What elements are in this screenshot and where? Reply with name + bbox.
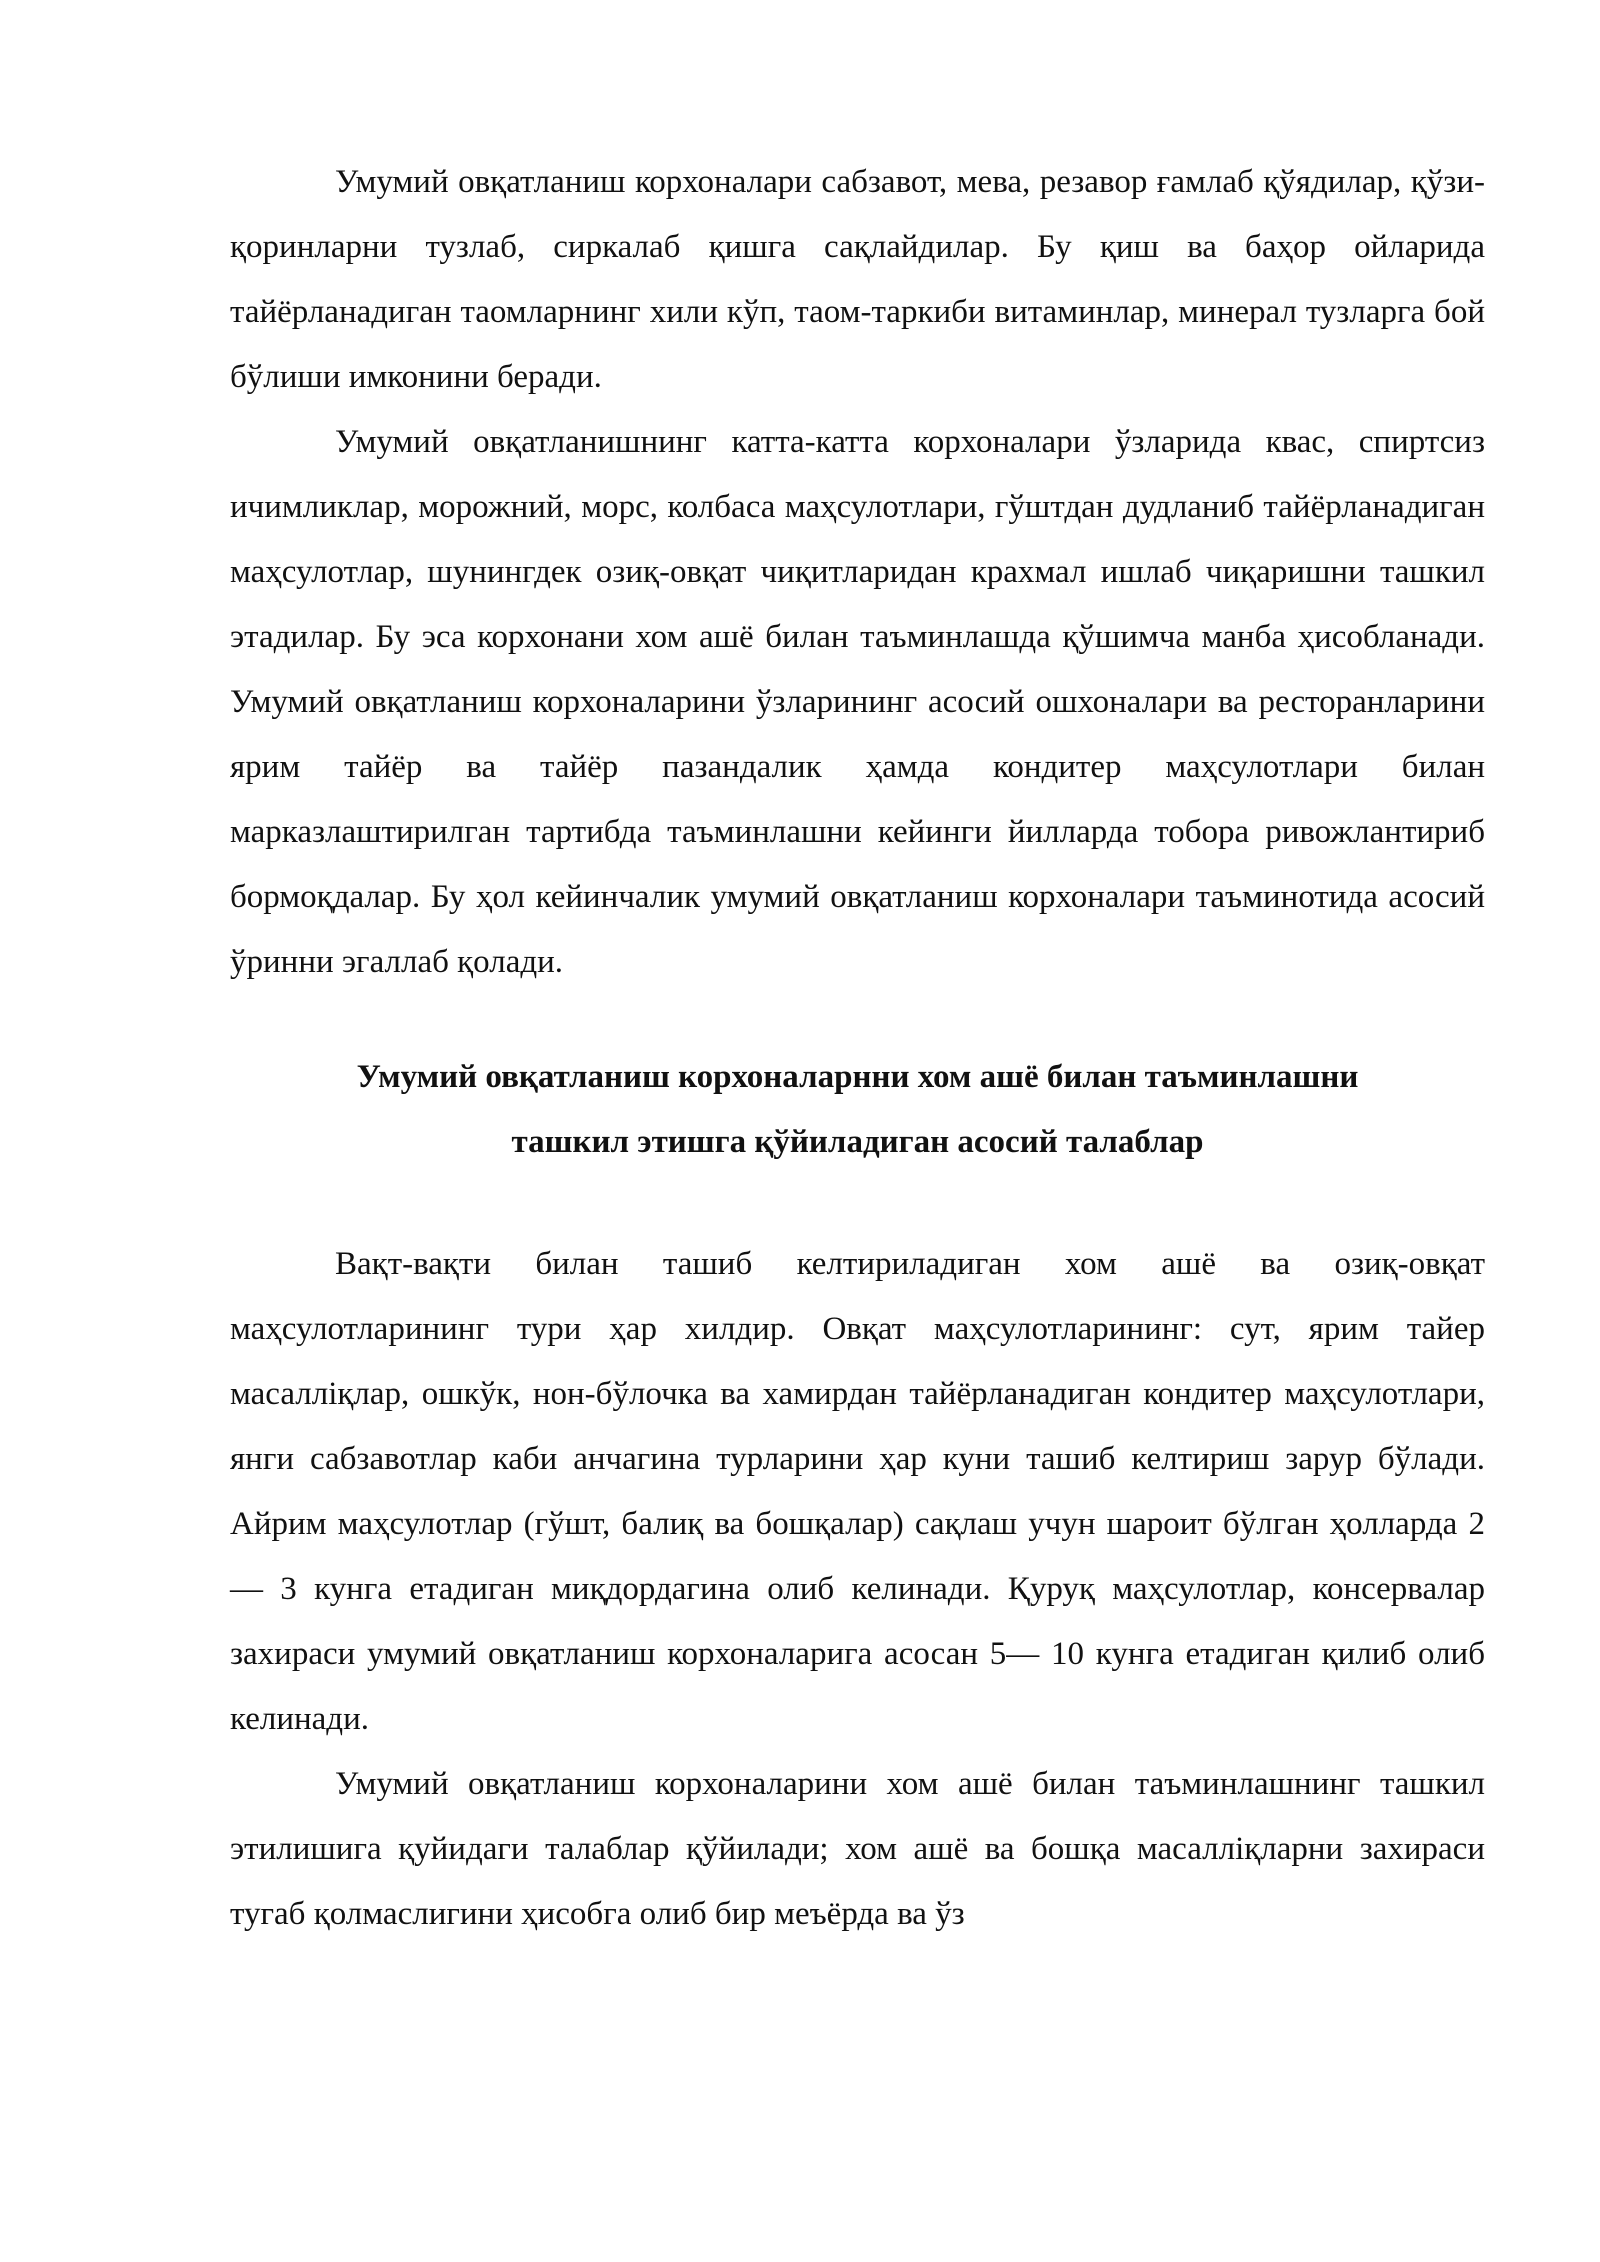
section-heading-line-2: ташкил этишга қўйиладиган асосий талаблар [511, 1124, 1204, 1160]
section-heading [230, 1045, 1485, 1175]
document-page [230, 150, 1485, 1947]
paragraph-production: Умумий овқатланишнинг катта-катта корхоналари ўзларида квас, спиртсиз ичимликлар, морожний, морс, колбаса маҳсулотлари, гўштдан дудланиб тайёрланадиган маҳсулотлар, шунингдек озиқ-овқат чиқитларидан крахмал ишлаб чиқаришни ташкил этадилар. Бу эса корхонани хом ашё билан таъминлашда қўшимча манба ҳисобланади. Умумий овқатланиш корхоналарини ўзларининг асосий ошхоналари ва ресторанларини ярим тайёр ва тайёр пазандалик ҳамда кондитер маҳсулотлари билан марказлаштирилган тартибда таъминлашни кейинги йилларда тобора ривожлантириб бормоқдалар. Бу ҳол кейинчалик умумий овқатланиш корхоналари таъминотида асосий ўринни эгаллаб қолади. [230, 424, 1485, 980]
paragraph-storage: Умумий овқатланиш корхоналари сабзавот, мева, резавор ғамлаб қўядилар, қўзи-қоринларни тузлаб, сиркалаб қишга сақлайдилар. Бу қиш ва баҳор ойларида тайёрланадиган таомларнинг хили кўп, таом-таркиби витаминлар, минерал тузларга бой бўлиши имконини беради. [230, 164, 1485, 395]
paragraph-requirements: Умумий овқатланиш корхоналарини хом ашё билан таъминлашнинг ташкил этилишига қуйидаги талаблар қўйилади; хом ашё ва бошқа масалліқларни захираси тугаб қолмаслигини ҳисобга олиб бир меъёрда ва ўз [230, 1766, 1485, 1932]
section-heading-line-1: Умумий овқатланиш корхоналарнни хом ашё билан таъминлашни [356, 1059, 1359, 1095]
spacer [230, 1175, 1485, 1232]
paragraph-delivery: Вақт-вақти билан ташиб келтириладиган хом ашё ва озиқ-овқат маҳсулотларининг тури ҳар хилдир. Овқат маҳсулотларининг: сут, ярим тайер масалліқлар, ошкўк, нон-бўлочка ва хамирдан тайёрланадиган кондитер маҳсулотлари, янги сабзавотлар каби анчагина турларини ҳар куни ташиб келтириш зарур бўлади. Айрим маҳсулотлар (гўшт, балиқ ва бошқалар) сақлаш учун шароит бўлган ҳолларда 2 — 3 кунга етадиган миқдордагина олиб келинади. Қуруқ маҳсулотлар, консервалар захираси умумий овқатланиш корхоналарига асосан 5— 10 кунга етадиган қилиб олиб келинади. [230, 1246, 1485, 1737]
spacer [230, 995, 1485, 1045]
